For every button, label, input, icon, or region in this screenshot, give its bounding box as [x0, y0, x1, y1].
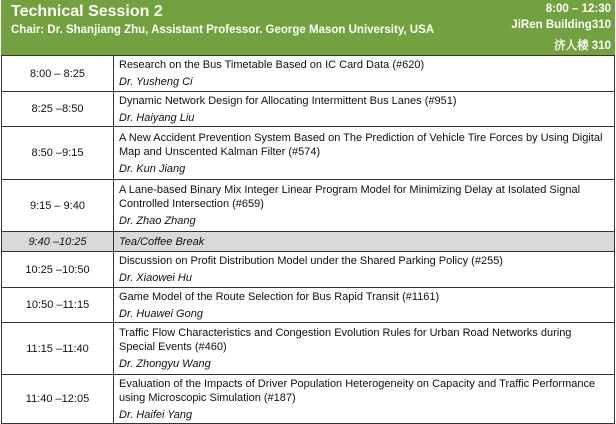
paper-author: Dr. Xiaowei Hu [119, 272, 192, 284]
row-time: 11:15 –11:40 [2, 323, 114, 375]
paper-title: Dynamic Network Design for Allocating Intermittent Bus Lanes (#951) [119, 94, 457, 107]
row-time: 9:15 – 9:40 [2, 180, 114, 232]
paper-author: Dr. Kun Jiang [119, 162, 186, 175]
paper-author: Dr. Zhao Zhang [119, 215, 196, 227]
paper-title: Evaluation of the Impacts of Driver Population Heterogeneity on Capacity and Traffic Performance using Microscopic Simulation (#187) [119, 377, 596, 404]
table-row [2, 92, 615, 127]
schedule-table [1, 55, 615, 424]
break-label: Tea/Coffee Break [114, 232, 615, 252]
paper-author: Dr. Haifei Yang [119, 408, 193, 421]
table-row [2, 127, 615, 180]
session-time: 8:00 – 12:30 [545, 3, 611, 15]
table-row [2, 180, 615, 232]
row-content [114, 56, 615, 92]
row-content [114, 252, 615, 288]
table-row [2, 323, 615, 375]
paper-author: Dr. Haiyang Liu [119, 111, 195, 124]
table-row [2, 252, 615, 288]
session-title: Technical Session 2 [11, 3, 163, 20]
paper-title: Research on the Bus Timetable Based on IC Card Data (#620) [119, 59, 425, 71]
row-time: 8:50 –9:15 [2, 127, 114, 180]
row-time: 8:25 –8:50 [2, 92, 114, 127]
row-content [114, 375, 615, 424]
session-room: JiRen Building310 [511, 19, 611, 31]
session-schedule [1, 0, 615, 424]
row-time: 10:25 –10:50 [2, 252, 114, 288]
row-content [114, 180, 615, 232]
row-content [114, 92, 615, 127]
table-row [2, 56, 615, 92]
paper-author: Dr. Huawei Gong [119, 307, 203, 320]
row-time: 9:40 –10:25 [2, 232, 114, 252]
break-row [2, 232, 615, 252]
table-row [2, 375, 615, 424]
session-room-chinese: 济人楼 310 [554, 40, 611, 52]
row-time: 8:00 – 8:25 [2, 56, 114, 92]
table-row [2, 288, 615, 323]
row-content [114, 323, 615, 375]
paper-author: Dr. Zhongyu Wang [119, 358, 211, 370]
paper-title: Traffic Flow Characteristics and Congestion Evolution Rules for Urban Road Networks during Special Events (#460) [119, 327, 572, 353]
session-chair: Chair: Dr. Shanjiang Zhu, Assistant Professor. George Mason University, USA [11, 24, 435, 36]
paper-title: A Lane-based Binary Mix Integer Linear Program Model for Minimizing Delay at Isolated Signal Controlled Intersection (#659) [119, 184, 581, 210]
paper-author: Dr. Yusheng Ci [119, 76, 193, 88]
session-header [1, 0, 615, 55]
row-content [114, 288, 615, 323]
paper-title: Game Model of the Route Selection for Bus Rapid Transit (#1161) [119, 290, 440, 303]
row-time: 11:40 –12:05 [2, 375, 114, 424]
paper-title: A New Accident Prevention System Based on The Prediction of Vehicle Tire Forces by Using Digital Map and Unscented Kalman Filter (#574) [119, 131, 603, 158]
paper-title: Discussion on Profit Distribution Model under the Shared Parking Policy (#255) [119, 255, 503, 267]
row-content [114, 127, 615, 180]
row-time: 10:50 –11:15 [2, 288, 114, 323]
